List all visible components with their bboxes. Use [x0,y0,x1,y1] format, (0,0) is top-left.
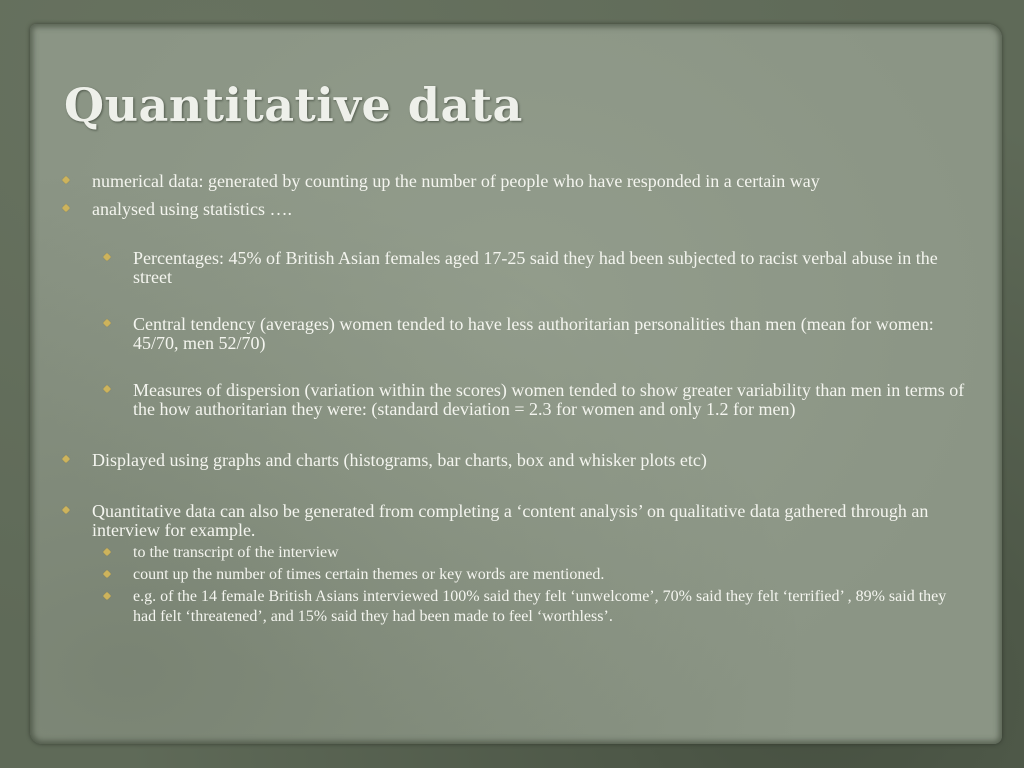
diamond-bullet-icon [103,319,113,329]
bullet-text: Measures of dispersion (variation within the scores) women tended to show greater variability than men in terms of the how authoritarian they were: (standard deviation = 2.3 for women and only 1.2 for men) [133,380,965,419]
bullet-item [60,172,970,191]
slide-content [60,172,970,627]
slide-title: Quantitative data [64,78,523,132]
diamond-bullet-icon [62,176,72,186]
bullet-text: Percentages: 45% of British Asian females aged 17-25 said they had been subjected to racist verbal abuse in the street [133,248,938,287]
sub-bullet-item [101,565,970,585]
bullet-text: Central tendency (averages) women tended to have less authoritarian personalities than men (mean for women: 45/70, men 52/70) [133,314,934,353]
bullet-item [60,502,970,540]
bullet-text: count up the number of times certain themes or key words are mentioned. [133,566,605,583]
bullet-text: numerical data: generated by counting up the number of people who have responded in a certain way [92,171,820,191]
diamond-bullet-icon [62,506,72,516]
bullet-text: analysed using statistics …. [92,199,292,219]
bullet-text: to the transcript of the interview [133,544,339,561]
diamond-bullet-icon [103,592,113,602]
sub-bullet-item [101,315,970,353]
sub-bullet-item [101,249,970,287]
sub-bullet-item [101,381,970,419]
sub-bullet-item [101,543,970,563]
diamond-bullet-icon [103,570,113,580]
diamond-bullet-icon [103,385,113,395]
bullet-item [60,200,970,219]
sub-bullet-item [101,587,970,627]
bullet-text: e.g. of the 14 female British Asians interviewed 100% said they felt ‘unwelcome’, 70% said they felt ‘terrified’ , 89% said they had felt ‘threatened’, and 15% said they had been made to feel ‘worthless’. [133,588,947,625]
bullet-item [60,451,970,470]
bullet-text: Displayed using graphs and charts (histograms, bar charts, box and whisker plots etc) [92,450,707,470]
diamond-bullet-icon [62,455,72,465]
bullet-text: Quantitative data can also be generated from completing a ‘content analysis’ on qualitative data gathered through an interview for example. [92,501,929,540]
diamond-bullet-icon [62,204,72,214]
diamond-bullet-icon [103,253,113,263]
diamond-bullet-icon [103,548,113,558]
